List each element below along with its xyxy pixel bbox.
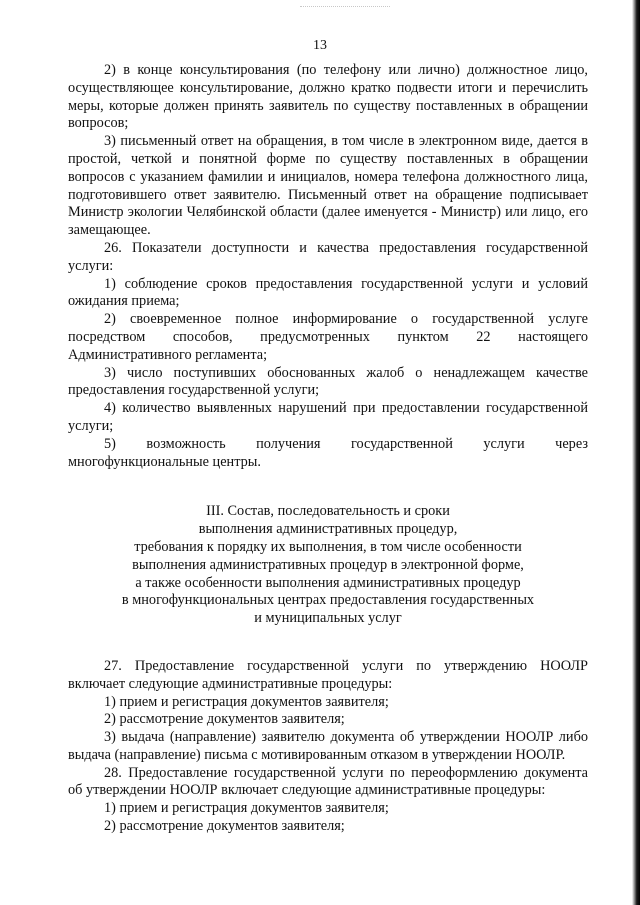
list-item: 4) количество выявленных нарушений при предоставлении государственной услуги;: [68, 400, 588, 434]
list-item: 1) прием и регистрация документов заявителя;: [104, 800, 389, 817]
paragraph: 2) в конце консультирования (по телефону или лично) должностное лицо, осуществляющее консультирование, должно кратко подвести итоги и перечислить меры, которые должен принять заявитель по существу поставленных в обращении вопросов;: [68, 62, 588, 132]
list-item: 1) прием и регистрация документов заявителя;: [104, 693, 389, 710]
page-number: 13: [313, 38, 327, 53]
scan-artifact: [300, 6, 390, 11]
list-item: 2) своевременное полное информирование о государственной услуге посредством способов, предусмотренных пунктом 22 настоящего Административного регламента;: [68, 311, 588, 363]
paragraph: 3) письменный ответ на обращения, в том числе в электронном виде, дается в простой, четкой и понятной форме по существу поставленных в обращении вопросов с указанием фамилии и инициалов, номера телефона должностного лица, подготовившего ответ заявителю. Письменный ответ на обращение подписывает Министр экологии Челябинской области (далее именуется - Министр) или лицо, его замещающее.: [68, 133, 588, 239]
list-item: 3) выдача (направление) заявителю документа об утверждении НООЛР либо выдача (направление) письма с мотивированным отказом в утверждении НООЛР.: [68, 729, 588, 763]
paragraph: 28. Предоставление государственной услуги по переоформлению документа об утверждении НООЛР включает следующие административные процедуры:: [68, 764, 588, 799]
heading-line: III. Состав, последовательность и сроки: [206, 503, 450, 520]
document-body: [68, 62, 588, 836]
list-item: 2) рассмотрение документов заявителя;: [104, 818, 345, 835]
heading-line: выполнения административных процедур в электронной форме,: [132, 556, 524, 573]
list-item: 1) соблюдение сроков предоставления государственной услуги и условий ожидания приема;: [68, 275, 588, 310]
heading-line: а также особенности выполнения административных процедур: [135, 574, 521, 591]
section-heading: [68, 503, 588, 628]
list-item: 2) рассмотрение документов заявителя;: [104, 711, 345, 728]
paragraph: 26. Показатели доступности и качества предоставления государственной услуги:: [68, 239, 588, 274]
scan-edge-shadow: [632, 0, 640, 905]
heading-line: требования к порядку их выполнения, в том числе особенности: [134, 538, 522, 555]
heading-line: выполнения административных процедур,: [198, 521, 458, 538]
heading-line: в многофункциональных центрах предоставления государственных: [121, 592, 535, 609]
heading-line: и муниципальных услуг: [254, 610, 402, 627]
paragraph: 27. Предоставление государственной услуги по утверждению НООЛР включает следующие административные процедуры:: [68, 657, 588, 692]
list-item: 3) число поступивших обоснованных жалоб о ненадлежащем качестве предоставления государственной услуги;: [68, 364, 588, 399]
list-item: 5) возможность получения государственной услуги через многофункциональные центры.: [68, 435, 588, 470]
